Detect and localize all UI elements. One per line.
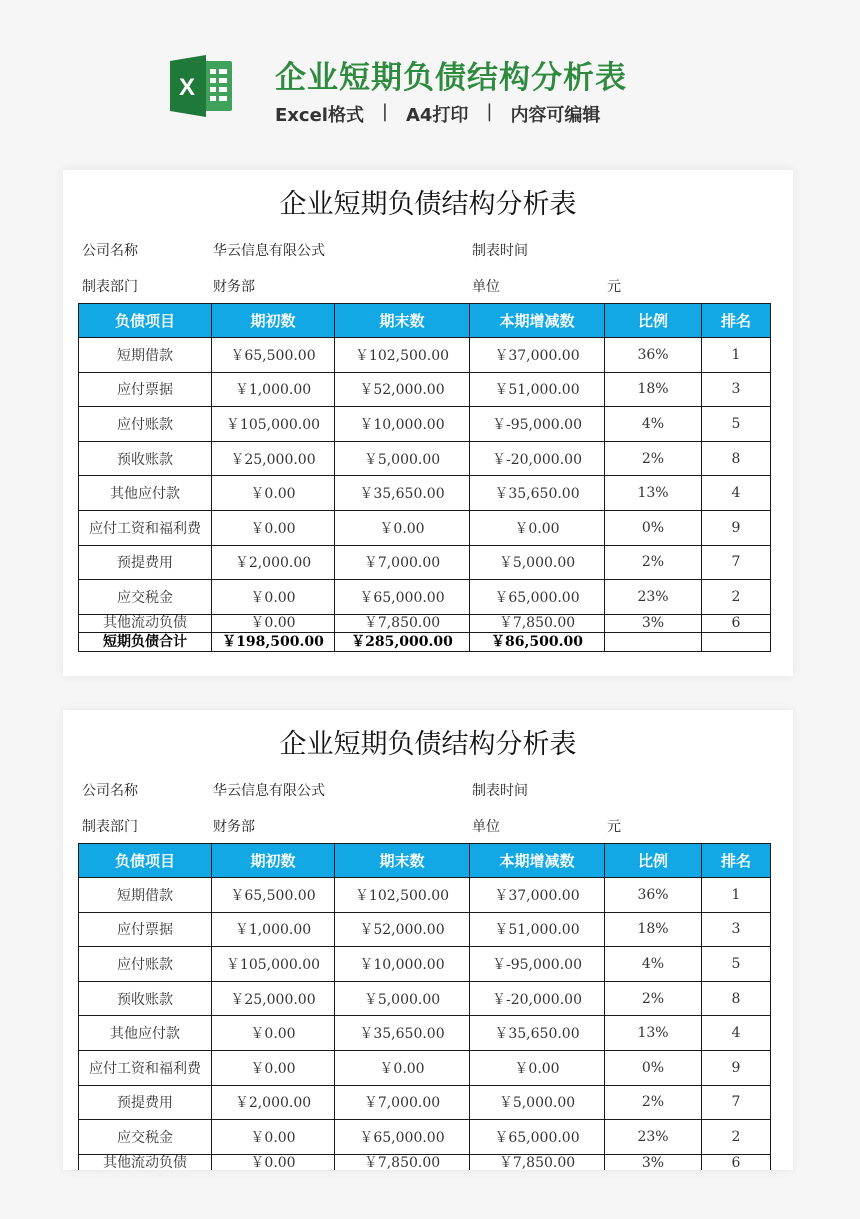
cell-change: ￥65,000.00 [470, 1120, 605, 1155]
cell-closing: ￥5,000.00 [335, 441, 470, 476]
col-header-item: 负债项目 [79, 304, 212, 338]
cell-closing: ￥102,500.00 [335, 338, 470, 373]
table-row [79, 476, 771, 511]
cell-change: ￥0.00 [470, 1050, 605, 1085]
cell-rank: 6 [702, 614, 771, 632]
cell-closing: ￥7,000.00 [335, 545, 470, 580]
liability-table [78, 303, 771, 652]
cell-ratio: 2% [605, 545, 702, 580]
cell-item: 短期借款 [79, 338, 212, 373]
col-header-item: 负债项目 [79, 844, 212, 878]
cell-ratio: 23% [605, 580, 702, 615]
preview-banner [0, 0, 860, 150]
cell-opening: ￥1,000.00 [212, 912, 335, 947]
cell-ratio: 13% [605, 1016, 702, 1051]
table-row [79, 912, 771, 947]
col-header-rank: 排名 [702, 304, 771, 338]
cell-ratio: 4% [605, 407, 702, 442]
col-header-closing: 期末数 [335, 844, 470, 878]
table-row [79, 947, 771, 982]
cell-ratio: 4% [605, 947, 702, 982]
cell-opening: ￥0.00 [212, 1154, 335, 1170]
liability-table [78, 843, 771, 1170]
cell-opening: ￥0.00 [212, 1120, 335, 1155]
cell-ratio: 2% [605, 1085, 702, 1120]
cell-rank: 8 [702, 441, 771, 476]
cell-ratio: 36% [605, 338, 702, 373]
total-row [79, 632, 771, 651]
cell-ratio: 18% [605, 912, 702, 947]
cell-opening: ￥0.00 [212, 1016, 335, 1051]
table-header-row [79, 304, 771, 338]
cell-closing: ￥35,650.00 [335, 476, 470, 511]
cell-item: 其他流动负债 [79, 1154, 212, 1170]
col-header-ratio: 比例 [605, 844, 702, 878]
cell-item: 应付工资和福利费 [79, 1050, 212, 1085]
col-header-ratio: 比例 [605, 304, 702, 338]
cell-ratio: 23% [605, 1120, 702, 1155]
cell-change: ￥5,000.00 [470, 1085, 605, 1120]
cell-item: 预收账款 [79, 441, 212, 476]
cell-rank: 1 [702, 338, 771, 373]
dept-value: 财务部 [213, 819, 255, 835]
cell-opening: ￥25,000.00 [212, 981, 335, 1016]
cell-rank: 1 [702, 878, 771, 913]
col-header-change: 本期增减数 [470, 304, 605, 338]
cell-closing: ￥7,850.00 [335, 614, 470, 632]
banner-title: 企业短期负债结构分析表 [275, 60, 627, 96]
company-value: 华云信息有限公式 [213, 783, 325, 799]
total-change: ￥86,500.00 [470, 632, 605, 651]
table-row [79, 372, 771, 407]
total-opening: ￥198,500.00 [212, 632, 335, 651]
cell-item: 其他应付款 [79, 1016, 212, 1051]
cell-item: 其他流动负债 [79, 614, 212, 632]
cell-item: 应交税金 [79, 1120, 212, 1155]
cell-change: ￥7,850.00 [470, 614, 605, 632]
separator: | [486, 101, 493, 122]
cell-rank: 3 [702, 372, 771, 407]
cell-rank: 3 [702, 912, 771, 947]
table-row [79, 441, 771, 476]
date-label: 制表时间 [472, 783, 528, 799]
table-row [79, 1085, 771, 1120]
cell-opening: ￥0.00 [212, 580, 335, 615]
cell-change: ￥-95,000.00 [470, 947, 605, 982]
table-row [79, 338, 771, 373]
cell-ratio: 3% [605, 614, 702, 632]
cell-change: ￥7,850.00 [470, 1154, 605, 1170]
cell-ratio: 36% [605, 878, 702, 913]
cell-ratio: 2% [605, 441, 702, 476]
cell-ratio: 13% [605, 476, 702, 511]
table-row [79, 878, 771, 913]
cell-closing: ￥0.00 [335, 510, 470, 545]
cell-change: ￥35,650.00 [470, 476, 605, 511]
cell-item: 应交税金 [79, 580, 212, 615]
total-closing: ￥285,000.00 [335, 632, 470, 651]
separator: | [381, 101, 388, 122]
table-row [79, 614, 771, 632]
unit-value: 元 [607, 279, 621, 295]
cell-rank: 9 [702, 1050, 771, 1085]
dept-label: 制表部门 [82, 279, 138, 295]
cell-item: 应付票据 [79, 372, 212, 407]
cell-rank: 4 [702, 1016, 771, 1051]
cell-item: 预提费用 [79, 1085, 212, 1120]
cell-item: 应付账款 [79, 947, 212, 982]
cell-change: ￥65,000.00 [470, 580, 605, 615]
col-header-opening: 期初数 [212, 304, 335, 338]
cell-opening: ￥0.00 [212, 1050, 335, 1085]
cell-ratio: 0% [605, 1050, 702, 1085]
feature-print: A4打印 [405, 105, 469, 126]
cell-opening: ￥1,000.00 [212, 372, 335, 407]
date-label: 制表时间 [472, 243, 528, 259]
col-header-closing: 期末数 [335, 304, 470, 338]
cell-ratio: 18% [605, 372, 702, 407]
cell-ratio: 2% [605, 981, 702, 1016]
svg-text:X: X [178, 74, 196, 101]
table-row [79, 1016, 771, 1051]
table-row [79, 1050, 771, 1085]
col-header-change: 本期增减数 [470, 844, 605, 878]
cell-change: ￥0.00 [470, 510, 605, 545]
company-label: 公司名称 [82, 243, 138, 259]
cell-rank: 2 [702, 1120, 771, 1155]
table-row [79, 1154, 771, 1170]
cell-opening: ￥105,000.00 [212, 407, 335, 442]
cell-closing: ￥65,000.00 [335, 580, 470, 615]
cell-closing: ￥52,000.00 [335, 372, 470, 407]
feature-format: Excel格式 [275, 105, 364, 126]
unit-label: 单位 [472, 279, 500, 295]
cell-opening: ￥105,000.00 [212, 947, 335, 982]
cell-closing: ￥7,850.00 [335, 1154, 470, 1170]
unit-label: 单位 [472, 819, 500, 835]
cell-closing: ￥65,000.00 [335, 1120, 470, 1155]
cell-item: 短期借款 [79, 878, 212, 913]
cell-change: ￥-20,000.00 [470, 441, 605, 476]
sheet-preview-page-1 [63, 170, 793, 676]
cell-item: 其他应付款 [79, 476, 212, 511]
cell-closing: ￥7,000.00 [335, 1085, 470, 1120]
table-row [79, 510, 771, 545]
cell-rank: 5 [702, 407, 771, 442]
cell-change: ￥37,000.00 [470, 338, 605, 373]
excel-icon [170, 55, 234, 117]
cell-ratio: 3% [605, 1154, 702, 1170]
cell-change: ￥51,000.00 [470, 372, 605, 407]
cell-closing: ￥10,000.00 [335, 947, 470, 982]
cell-change: ￥51,000.00 [470, 912, 605, 947]
company-label: 公司名称 [82, 783, 138, 799]
cell-opening: ￥65,500.00 [212, 338, 335, 373]
cell-opening: ￥0.00 [212, 614, 335, 632]
cell-closing: ￥5,000.00 [335, 981, 470, 1016]
col-header-opening: 期初数 [212, 844, 335, 878]
cell-closing: ￥10,000.00 [335, 407, 470, 442]
dept-label: 制表部门 [82, 819, 138, 835]
table-header-row [79, 844, 771, 878]
cell-rank: 2 [702, 580, 771, 615]
table-row [79, 545, 771, 580]
table-row [79, 1120, 771, 1155]
cell-opening: ￥25,000.00 [212, 441, 335, 476]
cell-rank: 5 [702, 947, 771, 982]
table-row [79, 981, 771, 1016]
cell-change: ￥-20,000.00 [470, 981, 605, 1016]
sheet-title: 企业短期负债结构分析表 [279, 729, 577, 760]
total-ratio [605, 632, 702, 651]
cell-ratio: 0% [605, 510, 702, 545]
cell-rank: 9 [702, 510, 771, 545]
cell-closing: ￥0.00 [335, 1050, 470, 1085]
feature-list [275, 101, 600, 127]
cell-rank: 8 [702, 981, 771, 1016]
cell-closing: ￥102,500.00 [335, 878, 470, 913]
cell-closing: ￥35,650.00 [335, 1016, 470, 1051]
table-row [79, 580, 771, 615]
col-header-rank: 排名 [702, 844, 771, 878]
cell-item: 应付账款 [79, 407, 212, 442]
cell-rank: 7 [702, 545, 771, 580]
cell-rank: 7 [702, 1085, 771, 1120]
cell-opening: ￥2,000.00 [212, 545, 335, 580]
dept-value: 财务部 [213, 279, 255, 295]
cell-item: 应付工资和福利费 [79, 510, 212, 545]
cell-item: 应付票据 [79, 912, 212, 947]
cell-change: ￥35,650.00 [470, 1016, 605, 1051]
unit-value: 元 [607, 819, 621, 835]
cell-closing: ￥52,000.00 [335, 912, 470, 947]
cell-item: 预提费用 [79, 545, 212, 580]
cell-change: ￥-95,000.00 [470, 407, 605, 442]
cell-item: 预收账款 [79, 981, 212, 1016]
company-value: 华云信息有限公式 [213, 243, 325, 259]
sheet-preview-page-2 [63, 710, 793, 1170]
cell-opening: ￥0.00 [212, 476, 335, 511]
cell-change: ￥5,000.00 [470, 545, 605, 580]
cell-rank: 6 [702, 1154, 771, 1170]
sheet-title: 企业短期负债结构分析表 [279, 189, 577, 220]
cell-opening: ￥2,000.00 [212, 1085, 335, 1120]
feature-editable: 内容可编辑 [510, 105, 601, 126]
table-row [79, 407, 771, 442]
cell-opening: ￥65,500.00 [212, 878, 335, 913]
cell-opening: ￥0.00 [212, 510, 335, 545]
cell-change: ￥37,000.00 [470, 878, 605, 913]
total-label: 短期负债合计 [79, 632, 212, 651]
total-rank [702, 632, 771, 651]
cell-rank: 4 [702, 476, 771, 511]
